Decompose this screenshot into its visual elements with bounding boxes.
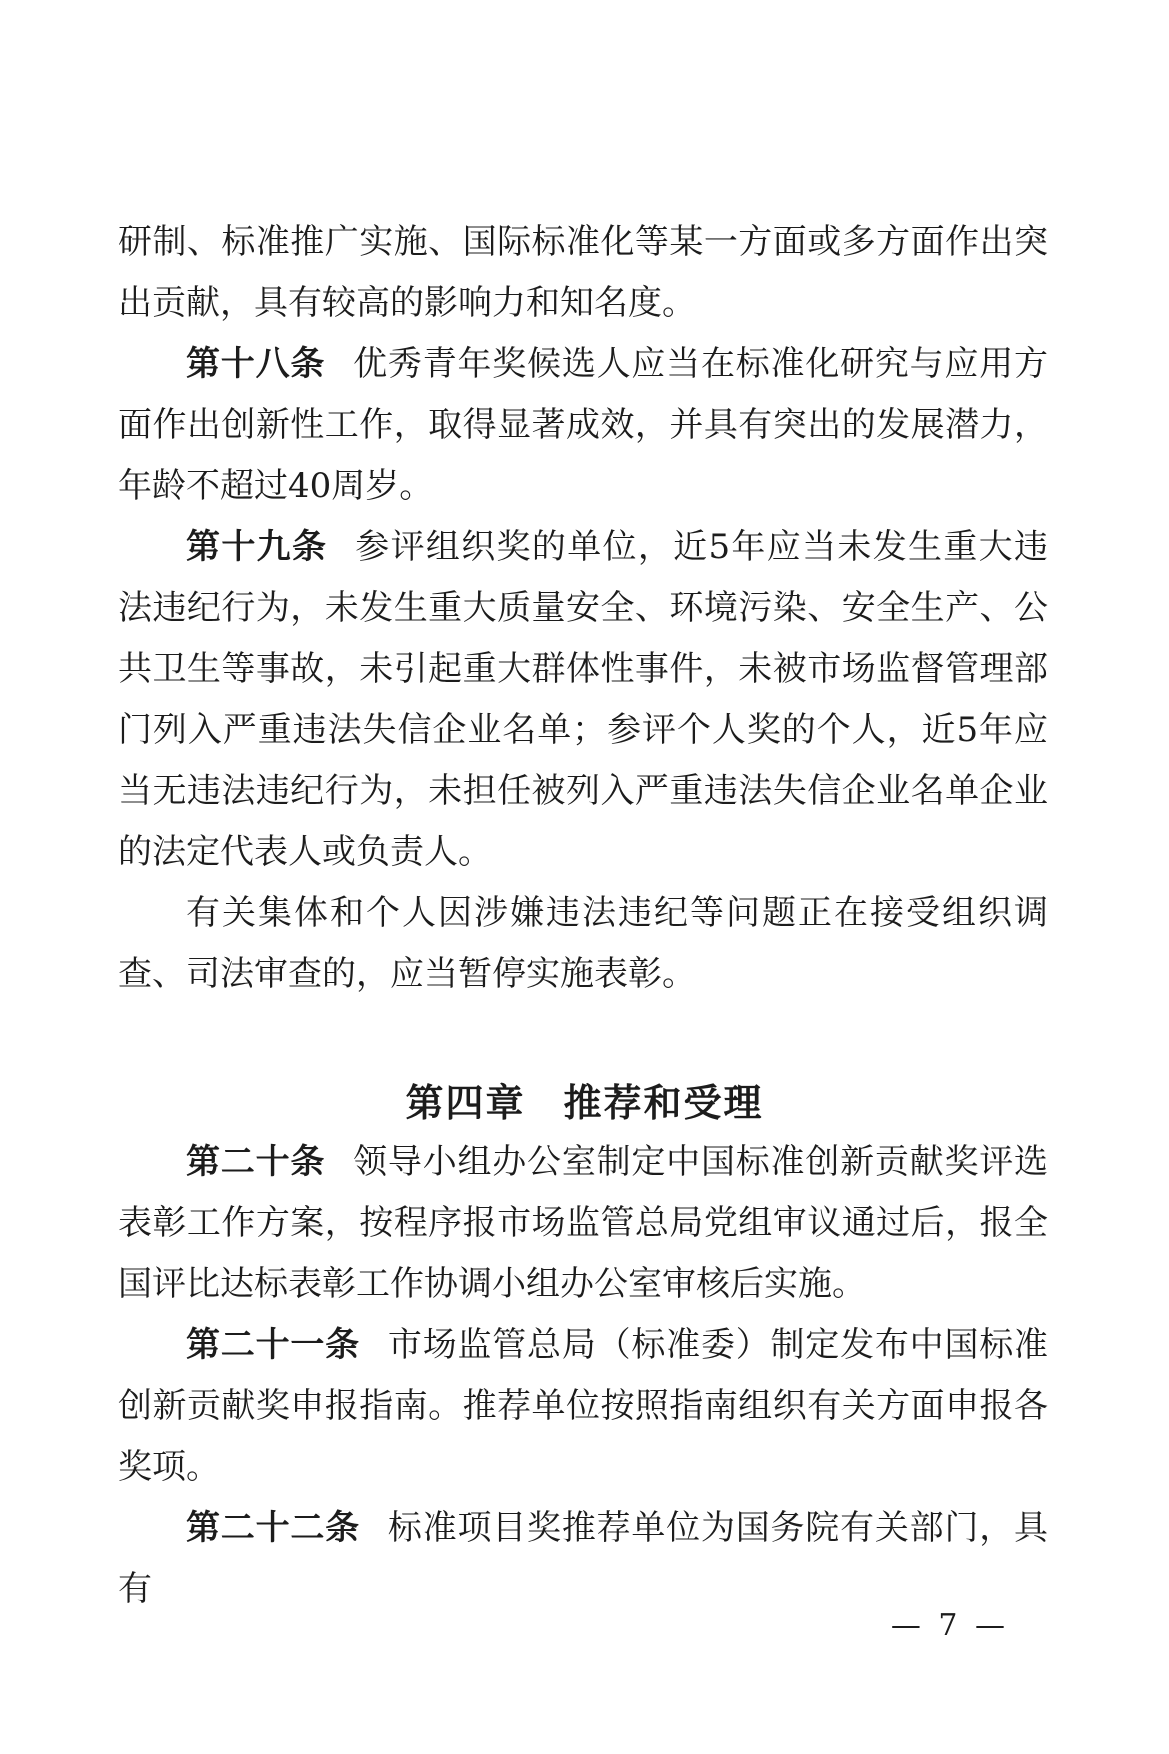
article-20 (118, 1132, 1048, 1315)
article-19-text: 参评组织奖的单位，近5年应当未发生重大违法违纪行为，未发生重大质量安全、环境污染、安全生产、公共卫生等事故，未引起重大群体性事件，未被市场监督管理部门列入严重违法失信企业名单；参评个人奖的个人，近5年应当无违法违纪行为，未担任被列入严重违法失信企业名单企业的法定代表人或负责人。 (118, 527, 1048, 872)
paragraph-suspension: 有关集体和个人因涉嫌违法违纪等问题正在接受组织调查、司法审查的，应当暂停实施表彰。 (118, 893, 1048, 994)
document-body-top (118, 212, 1048, 1005)
article-21-text: 市场监管总局（标准委）制定发布中国标准创新贡献奖申报指南。推荐单位按照指南组织有关方面申报各奖项。 (118, 1325, 1049, 1487)
article-18-number: 第十八条 (186, 344, 326, 384)
chapter-number: 第四章 (405, 1081, 526, 1125)
article-22 (118, 1498, 1048, 1620)
paragraph-continuation: 研制、标准推广实施、国际标准化等某一方面或多方面作出突出贡献，具有较高的影响力和知名度。 (118, 222, 1048, 323)
article-18-text: 优秀青年奖候选人应当在标准化研究与应用方面作出创新性工作，取得显著成效，并具有突出的发展潜力，年龄不超过40周岁。 (118, 344, 1049, 506)
article-22-number: 第二十二条 (186, 1508, 360, 1548)
page-number: — 7 — (890, 1608, 1009, 1643)
chapter-title-text: 推荐和受理 (563, 1081, 764, 1125)
article-20-number: 第二十条 (186, 1142, 326, 1182)
article-22-text: 标准项目奖推荐单位为国务院有关部门，具有 (118, 1508, 1049, 1609)
article-21-number: 第二十一条 (186, 1325, 360, 1365)
document-body-bottom (118, 1132, 1048, 1620)
chapter-heading (0, 1072, 1169, 1127)
article-21 (118, 1315, 1048, 1498)
article-19-number: 第十九条 (186, 527, 328, 567)
article-20-text: 领导小组办公室制定中国标准创新贡献奖评选表彰工作方案，按程序报市场监管总局党组审议通过后，报全国评比达标表彰工作协调小组办公室审核后实施。 (118, 1142, 1049, 1304)
article-18 (118, 334, 1048, 517)
article-19 (118, 517, 1048, 883)
